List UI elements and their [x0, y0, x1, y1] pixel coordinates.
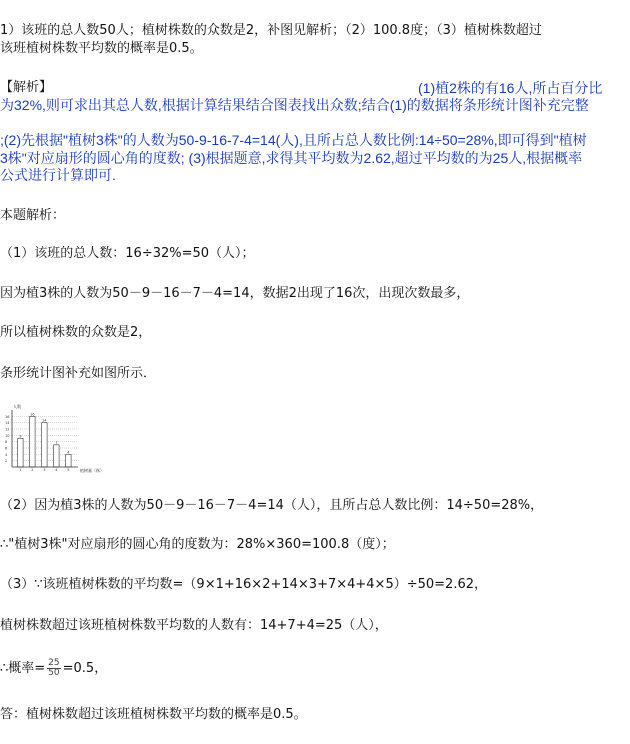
y-tick-label: 4 [5, 452, 8, 457]
y-tick-label: 6 [5, 446, 8, 451]
chart-xlabel: 植树量（株） [80, 468, 104, 473]
bar-5 [66, 454, 71, 467]
solution-step-3: 所以植树株数的众数是2， [0, 325, 152, 340]
solution-step-7: （3）∵该班植树株数的平均数=（9×1+16×2+14×3+7×4+4×5）÷50=2.62， [0, 577, 487, 592]
x-tick-label: 4 [55, 468, 58, 472]
analysis-line-5: 公式进行计算即可. [0, 167, 116, 183]
bar-value-label: 9 [19, 434, 22, 439]
bar-chart [4, 404, 104, 474]
bar-value-label: 16 [30, 412, 35, 417]
x-tick-label: 3 [43, 468, 46, 472]
y-tick-label: 14 [5, 421, 10, 426]
y-tick-label: 10 [5, 433, 10, 438]
analysis-heading: 【解析】 [0, 80, 53, 95]
solution-step-1: （1）该班的总人数：16÷32%=50（人）； [0, 246, 255, 261]
fraction-numerator: 25 [48, 658, 60, 668]
solution-title: 本题解析： [0, 208, 66, 223]
analysis-line-3: ;(2)先根据"植树3株"的人数为50-9-16-7-4=14(人),且所占总人数比例:14÷50=28%,即可得到"植树 [0, 132, 587, 148]
bar-2 [30, 416, 35, 467]
bar-value-label: 7 [55, 440, 58, 445]
answer-line-2: 该班植树株数平均数的概率是0.5。 [0, 41, 203, 56]
fraction-denominator: 50 [48, 668, 60, 678]
solution-step-5: （2）因为植3株的人数为50－9－16－7－4=14（人），且所占总人数比例：14÷50=28%， [0, 498, 544, 513]
chart-labels [5, 412, 70, 472]
answer-line-1: 1）该班的总人数50人；植树株数的众数是2，补图见解析；（2）100.8度；（3）植树株数超过 [0, 23, 542, 38]
bar-3 [42, 423, 47, 467]
analysis-line-2: 为32%,则可求出其总人数,根据计算结果结合图表找出众数;结合(1)的数据将条形统计图补充完整 [0, 97, 589, 113]
y-tick-label: 12 [5, 427, 10, 432]
bar-value-label: 14 [42, 418, 47, 423]
solution-step-8: 植树株数超过该班植树株数平均数的人数有：14+7+4=25（人）， [0, 618, 388, 633]
bar-value-label: 4 [67, 450, 70, 455]
analysis-line-4: 3株"对应扇形的圆心角的度数; (3)根据题意,求得其平均数为2.62,超过平均数的为25人,根据概率 [0, 150, 583, 166]
x-tick-label: 1 [19, 468, 22, 472]
solution-step-2: 因为植3株的人数为50－9－16－7－4=14，数据2出现了16次，出现次数最多， [0, 286, 470, 301]
y-tick-label: 2 [5, 459, 8, 464]
chart-bars [18, 416, 71, 467]
probability-prefix: ∴概率= [0, 661, 46, 676]
bar-4 [54, 445, 59, 467]
solution-step-6: ∴"植树3株"对应扇形的圆心角的度数为：28%×360=100.8（度）； [0, 537, 395, 552]
x-tick-label: 5 [67, 468, 70, 472]
y-tick-label: 16 [5, 414, 10, 419]
chart-ylabel: 人数 [13, 404, 21, 409]
solution-step-4: 条形统计图补充如图所示． [0, 366, 157, 381]
y-tick-label: 8 [5, 440, 8, 445]
analysis-line-1: (1)植2株的有16人,所占百分比 [418, 80, 603, 96]
solution-step-9 [0, 659, 107, 678]
probability-suffix: =0.5， [62, 661, 108, 676]
probability-fraction [47, 659, 60, 678]
x-tick-label: 2 [31, 468, 34, 472]
final-answer: 答：植树株数超过该班植树株数平均数的概率是0.5。 [0, 707, 307, 722]
bar-1 [18, 439, 23, 468]
